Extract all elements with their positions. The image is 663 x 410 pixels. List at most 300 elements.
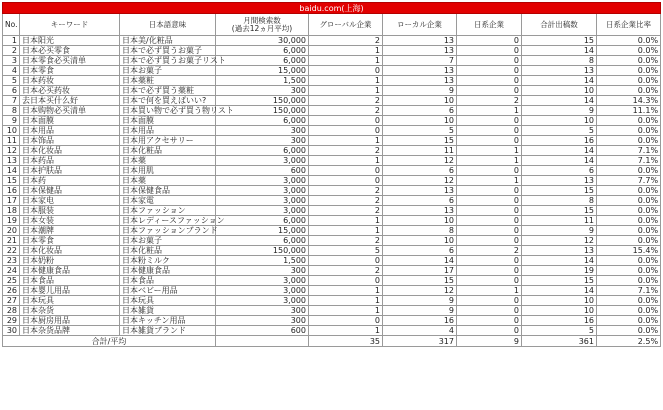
row-ratio: 0.0% — [597, 216, 661, 226]
header-monthly-searches — [216, 14, 309, 36]
row-monthly-searches: 150,000 — [216, 246, 309, 256]
row-no: 3 — [3, 56, 20, 66]
row-keyword: 日本家电 — [20, 196, 120, 206]
row-monthly-searches: 300 — [216, 306, 309, 316]
row-local: 9 — [383, 296, 457, 306]
row-jp-term: 日本化粧品 — [120, 246, 216, 256]
row-keyword: 日本服装 — [20, 206, 120, 216]
row-jp-term: 日本で何を買えばいい? — [120, 96, 216, 106]
table-row — [3, 196, 661, 206]
row-ratio: 0.0% — [597, 316, 661, 326]
row-keyword: 去日本买什么好 — [20, 96, 120, 106]
row-local: 9 — [383, 306, 457, 316]
row-global: 0 — [309, 66, 383, 76]
row-keyword: 日本护肤品 — [20, 166, 120, 176]
row-ratio: 0.0% — [597, 226, 661, 236]
row-local: 13 — [383, 76, 457, 86]
row-total: 13 — [522, 246, 597, 256]
row-monthly-searches: 15,000 — [216, 66, 309, 76]
row-local: 9 — [383, 86, 457, 96]
table-row — [3, 96, 661, 106]
row-global: 2 — [309, 196, 383, 206]
row-local: 17 — [383, 266, 457, 276]
row-global: 0 — [309, 256, 383, 266]
row-jp-term: 日本で必ず買うお菓子 — [120, 46, 216, 56]
row-total: 14 — [522, 286, 597, 296]
table-row — [3, 186, 661, 196]
row-total: 12 — [522, 236, 597, 246]
row-local: 13 — [383, 186, 457, 196]
row-monthly-searches: 1,500 — [216, 256, 309, 266]
row-ratio: 0.0% — [597, 116, 661, 126]
row-local: 10 — [383, 96, 457, 106]
row-no: 21 — [3, 236, 20, 246]
row-japanese: 0 — [457, 136, 522, 146]
header-ratio: 日系企業比率 — [597, 14, 661, 36]
table-row — [3, 206, 661, 216]
row-japanese: 0 — [457, 36, 522, 46]
row-jp-term: 日本健康食品 — [120, 266, 216, 276]
table-row — [3, 216, 661, 226]
row-global: 2 — [309, 146, 383, 156]
row-monthly-searches: 300 — [216, 136, 309, 146]
row-jp-term: 日本食品 — [120, 276, 216, 286]
table-row — [3, 276, 661, 286]
row-ratio: 7.7% — [597, 176, 661, 186]
row-local: 8 — [383, 226, 457, 236]
row-monthly-searches: 6,000 — [216, 116, 309, 126]
row-no: 7 — [3, 96, 20, 106]
table-row — [3, 296, 661, 306]
row-global: 2 — [309, 36, 383, 46]
header-global: グローバル企業 — [309, 14, 383, 36]
title-row — [3, 3, 661, 14]
row-ratio: 0.0% — [597, 166, 661, 176]
row-japanese: 2 — [457, 246, 522, 256]
row-local: 7 — [383, 56, 457, 66]
row-ratio: 7.1% — [597, 286, 661, 296]
row-no: 13 — [3, 156, 20, 166]
row-no: 10 — [3, 126, 20, 136]
row-local: 13 — [383, 206, 457, 216]
row-japanese: 2 — [457, 96, 522, 106]
row-local: 10 — [383, 236, 457, 246]
row-total: 10 — [522, 306, 597, 316]
row-local: 13 — [383, 36, 457, 46]
row-no: 25 — [3, 276, 20, 286]
table-row — [3, 236, 661, 246]
row-japanese: 0 — [457, 206, 522, 216]
row-no: 22 — [3, 246, 20, 256]
row-total: 8 — [522, 196, 597, 206]
row-monthly-searches: 6,000 — [216, 146, 309, 156]
row-local: 10 — [383, 116, 457, 126]
row-ratio: 0.0% — [597, 86, 661, 96]
row-total: 14 — [522, 156, 597, 166]
table-row — [3, 136, 661, 146]
row-total: 15 — [522, 206, 597, 216]
row-keyword: 日本厨房用品 — [20, 316, 120, 326]
row-monthly-searches: 3,000 — [216, 156, 309, 166]
row-keyword: 日本零食必买清单 — [20, 56, 120, 66]
row-keyword: 日本婴儿用品 — [20, 286, 120, 296]
row-total: 10 — [522, 116, 597, 126]
row-global: 1 — [309, 326, 383, 336]
row-jp-term: 日本雑貨 — [120, 306, 216, 316]
header-monthly-line2: (過去12ヵ月平均) — [231, 23, 293, 33]
row-jp-term: 日本玩具 — [120, 296, 216, 306]
row-japanese: 0 — [457, 236, 522, 246]
totals-ratio: 2.5% — [597, 336, 661, 347]
row-local: 12 — [383, 286, 457, 296]
totals-japanese: 9 — [457, 336, 522, 347]
table-row — [3, 256, 661, 266]
row-total: 19 — [522, 266, 597, 276]
row-total: 16 — [522, 316, 597, 326]
row-jp-term: 日本用アクセサリー — [120, 136, 216, 146]
row-monthly-searches: 6,000 — [216, 56, 309, 66]
row-keyword: 日本奶粉 — [20, 256, 120, 266]
row-jp-term: 日本家電 — [120, 196, 216, 206]
row-no: 2 — [3, 46, 20, 56]
row-jp-term: 日本用品 — [120, 126, 216, 136]
row-jp-term: 日本薬 — [120, 176, 216, 186]
row-ratio: 0.0% — [597, 66, 661, 76]
table-row — [3, 286, 661, 296]
table-row — [3, 126, 661, 136]
row-japanese: 0 — [457, 186, 522, 196]
row-japanese: 1 — [457, 146, 522, 156]
row-ratio: 0.0% — [597, 256, 661, 266]
row-no: 30 — [3, 326, 20, 336]
row-total: 14 — [522, 96, 597, 106]
row-monthly-searches: 6,000 — [216, 216, 309, 226]
row-local: 16 — [383, 316, 457, 326]
row-ratio: 11.1% — [597, 106, 661, 116]
row-global: 1 — [309, 306, 383, 316]
totals-row — [3, 336, 661, 347]
row-japanese: 0 — [457, 56, 522, 66]
table-row — [3, 306, 661, 316]
row-local: 14 — [383, 256, 457, 266]
row-total: 5 — [522, 326, 597, 336]
row-monthly-searches: 300 — [216, 86, 309, 96]
row-ratio: 7.1% — [597, 156, 661, 166]
row-global: 2 — [309, 236, 383, 246]
row-japanese: 0 — [457, 216, 522, 226]
row-japanese: 0 — [457, 76, 522, 86]
row-local: 12 — [383, 176, 457, 186]
row-monthly-searches: 600 — [216, 326, 309, 336]
row-japanese: 0 — [457, 116, 522, 126]
row-local: 15 — [383, 276, 457, 286]
table-row — [3, 226, 661, 236]
table-row — [3, 36, 661, 46]
row-jp-term: 日本ベビー用品 — [120, 286, 216, 296]
row-global: 1 — [309, 46, 383, 56]
row-global: 1 — [309, 156, 383, 166]
row-japanese: 0 — [457, 86, 522, 96]
header-keyword: キーワード — [20, 14, 120, 36]
row-japanese: 0 — [457, 166, 522, 176]
row-japanese: 0 — [457, 266, 522, 276]
table-row — [3, 316, 661, 326]
row-ratio: 0.0% — [597, 126, 661, 136]
row-keyword: 日本健康食品 — [20, 266, 120, 276]
row-global: 1 — [309, 136, 383, 146]
row-jp-term: 日本化粧品 — [120, 146, 216, 156]
row-monthly-searches: 1,500 — [216, 76, 309, 86]
row-monthly-searches: 3,000 — [216, 296, 309, 306]
row-total: 14 — [522, 76, 597, 86]
row-no: 29 — [3, 316, 20, 326]
row-keyword: 日本杂货品牌 — [20, 326, 120, 336]
table-row — [3, 176, 661, 186]
row-global: 0 — [309, 176, 383, 186]
row-jp-term: 日本用肌 — [120, 166, 216, 176]
row-keyword: 日本必买药妆 — [20, 86, 120, 96]
row-global: 0 — [309, 276, 383, 286]
row-jp-term: 日本ファッション — [120, 206, 216, 216]
row-japanese: 0 — [457, 326, 522, 336]
row-keyword: 日本药品 — [20, 156, 120, 166]
row-keyword: 日本潮牌 — [20, 226, 120, 236]
row-global: 1 — [309, 226, 383, 236]
table-row — [3, 146, 661, 156]
row-ratio: 0.0% — [597, 56, 661, 66]
row-total: 6 — [522, 166, 597, 176]
row-ratio: 14.3% — [597, 96, 661, 106]
row-keyword: 日本杂货 — [20, 306, 120, 316]
row-japanese: 0 — [457, 296, 522, 306]
row-total: 13 — [522, 66, 597, 76]
row-global: 1 — [309, 216, 383, 226]
row-local: 13 — [383, 66, 457, 76]
row-ratio: 0.0% — [597, 196, 661, 206]
row-monthly-searches: 3,000 — [216, 276, 309, 286]
row-local: 5 — [383, 126, 457, 136]
row-global: 0 — [309, 126, 383, 136]
row-global: 2 — [309, 96, 383, 106]
row-global: 5 — [309, 246, 383, 256]
row-ratio: 0.0% — [597, 326, 661, 336]
row-japanese: 1 — [457, 106, 522, 116]
row-total: 15 — [522, 276, 597, 286]
row-keyword: 日本药 — [20, 176, 120, 186]
row-monthly-searches: 150,000 — [216, 106, 309, 116]
table-row — [3, 326, 661, 336]
row-ratio: 0.0% — [597, 136, 661, 146]
row-monthly-searches: 600 — [216, 166, 309, 176]
row-monthly-searches: 150,000 — [216, 96, 309, 106]
row-japanese: 0 — [457, 276, 522, 286]
row-no: 27 — [3, 296, 20, 306]
row-jp-term: 日本粉ミルク — [120, 256, 216, 266]
row-total: 15 — [522, 186, 597, 196]
row-monthly-searches: 3,000 — [216, 286, 309, 296]
row-total: 9 — [522, 226, 597, 236]
header-jp-term: 日本語意味 — [120, 14, 216, 36]
row-global: 1 — [309, 76, 383, 86]
row-no: 5 — [3, 76, 20, 86]
row-global: 2 — [309, 266, 383, 276]
row-jp-term: 日本薬 — [120, 156, 216, 166]
row-ratio: 0.0% — [597, 36, 661, 46]
row-no: 9 — [3, 116, 20, 126]
row-keyword: 日本食品 — [20, 276, 120, 286]
row-local: 13 — [383, 46, 457, 56]
row-monthly-searches: 300 — [216, 316, 309, 326]
row-ratio: 0.0% — [597, 186, 661, 196]
row-monthly-searches: 3,000 — [216, 186, 309, 196]
keyword-table — [2, 2, 661, 347]
row-jp-term: 日本お菓子 — [120, 66, 216, 76]
row-jp-term: 日本お菓子 — [120, 236, 216, 246]
table-row — [3, 46, 661, 56]
row-monthly-searches: 6,000 — [216, 236, 309, 246]
row-no: 24 — [3, 266, 20, 276]
row-monthly-searches: 300 — [216, 126, 309, 136]
row-keyword: 日本女装 — [20, 216, 120, 226]
row-jp-term: 日本で必ず買う薬粧 — [120, 86, 216, 96]
totals-monthly — [216, 336, 309, 347]
header-monthly-line1: 月間検索数 — [243, 15, 281, 25]
row-japanese: 0 — [457, 226, 522, 236]
row-keyword: 日本必买零食 — [20, 46, 120, 56]
row-no: 12 — [3, 146, 20, 156]
table-row — [3, 66, 661, 76]
row-no: 6 — [3, 86, 20, 96]
row-no: 11 — [3, 136, 20, 146]
row-keyword: 日本零食 — [20, 66, 120, 76]
row-keyword: 日本零食 — [20, 236, 120, 246]
row-keyword: 日本面膜 — [20, 116, 120, 126]
table-row — [3, 246, 661, 256]
row-total: 8 — [522, 56, 597, 66]
row-monthly-searches: 6,000 — [216, 46, 309, 56]
row-global: 0 — [309, 116, 383, 126]
row-no: 14 — [3, 166, 20, 176]
row-ratio: 0.0% — [597, 296, 661, 306]
row-total: 16 — [522, 136, 597, 146]
row-no: 19 — [3, 216, 20, 226]
row-global: 2 — [309, 186, 383, 196]
row-jp-term: 日本保健食品 — [120, 186, 216, 196]
row-jp-term: 日本美/化粧品 — [120, 36, 216, 46]
row-keyword: 日本药妆 — [20, 76, 120, 86]
row-keyword: 日本购物必买清单 — [20, 106, 120, 116]
row-local: 6 — [383, 246, 457, 256]
row-monthly-searches: 15,000 — [216, 226, 309, 236]
table-row — [3, 56, 661, 66]
row-total: 11 — [522, 216, 597, 226]
row-total: 13 — [522, 176, 597, 186]
row-local: 11 — [383, 146, 457, 156]
row-local: 6 — [383, 166, 457, 176]
row-no: 4 — [3, 66, 20, 76]
row-japanese: 0 — [457, 306, 522, 316]
row-local: 6 — [383, 196, 457, 206]
header-row — [3, 14, 661, 36]
row-no: 20 — [3, 226, 20, 236]
row-ratio: 0.0% — [597, 46, 661, 56]
row-no: 16 — [3, 186, 20, 196]
row-total: 14 — [522, 256, 597, 266]
totals-local: 317 — [383, 336, 457, 347]
row-jp-term: 日本雑貨ブランド — [120, 326, 216, 336]
totals-total: 361 — [522, 336, 597, 347]
row-local: 10 — [383, 216, 457, 226]
row-keyword: 日本用品 — [20, 126, 120, 136]
row-monthly-searches: 30,000 — [216, 36, 309, 46]
row-jp-term: 日本キッチン用品 — [120, 316, 216, 326]
table-row — [3, 156, 661, 166]
row-jp-term: 日本で必ず買うお菓子リスト — [120, 56, 216, 66]
row-local: 12 — [383, 156, 457, 166]
row-japanese: 0 — [457, 46, 522, 56]
table-title: baidu.com(上海) — [3, 3, 661, 14]
row-ratio: 0.0% — [597, 266, 661, 276]
row-monthly-searches: 300 — [216, 266, 309, 276]
row-japanese: 0 — [457, 316, 522, 326]
row-local: 4 — [383, 326, 457, 336]
row-japanese: 1 — [457, 176, 522, 186]
table-row — [3, 76, 661, 86]
table-row — [3, 116, 661, 126]
row-japanese: 0 — [457, 256, 522, 266]
row-japanese: 0 — [457, 126, 522, 136]
row-no: 17 — [3, 196, 20, 206]
row-total: 5 — [522, 126, 597, 136]
row-global: 0 — [309, 166, 383, 176]
row-total: 15 — [522, 36, 597, 46]
table-row — [3, 166, 661, 176]
row-no: 8 — [3, 106, 20, 116]
totals-global: 35 — [309, 336, 383, 347]
row-global: 1 — [309, 286, 383, 296]
row-japanese: 1 — [457, 156, 522, 166]
row-local: 6 — [383, 106, 457, 116]
row-ratio: 15.4% — [597, 246, 661, 256]
row-local: 15 — [383, 136, 457, 146]
row-jp-term: 日本面膜 — [120, 116, 216, 126]
row-no: 23 — [3, 256, 20, 266]
row-total: 10 — [522, 296, 597, 306]
row-keyword: 日本阳光 — [20, 36, 120, 46]
row-global: 2 — [309, 106, 383, 116]
row-ratio: 0.0% — [597, 236, 661, 246]
header-total: 合計出稿数 — [522, 14, 597, 36]
row-keyword: 日本化妆品 — [20, 146, 120, 156]
row-total: 10 — [522, 86, 597, 96]
row-no: 26 — [3, 286, 20, 296]
table-row — [3, 106, 661, 116]
row-ratio: 7.1% — [597, 146, 661, 156]
row-keyword: 日本饰品 — [20, 136, 120, 146]
row-japanese: 0 — [457, 196, 522, 206]
row-ratio: 0.0% — [597, 206, 661, 216]
row-keyword: 日本化妆品 — [20, 246, 120, 256]
row-global: 1 — [309, 86, 383, 96]
row-total: 14 — [522, 46, 597, 56]
row-japanese: 0 — [457, 66, 522, 76]
row-keyword: 日本玩具 — [20, 296, 120, 306]
header-local: ローカル企業 — [383, 14, 457, 36]
row-global: 2 — [309, 206, 383, 216]
row-ratio: 0.0% — [597, 276, 661, 286]
row-monthly-searches: 3,000 — [216, 206, 309, 216]
header-japanese: 日系企業 — [457, 14, 522, 36]
